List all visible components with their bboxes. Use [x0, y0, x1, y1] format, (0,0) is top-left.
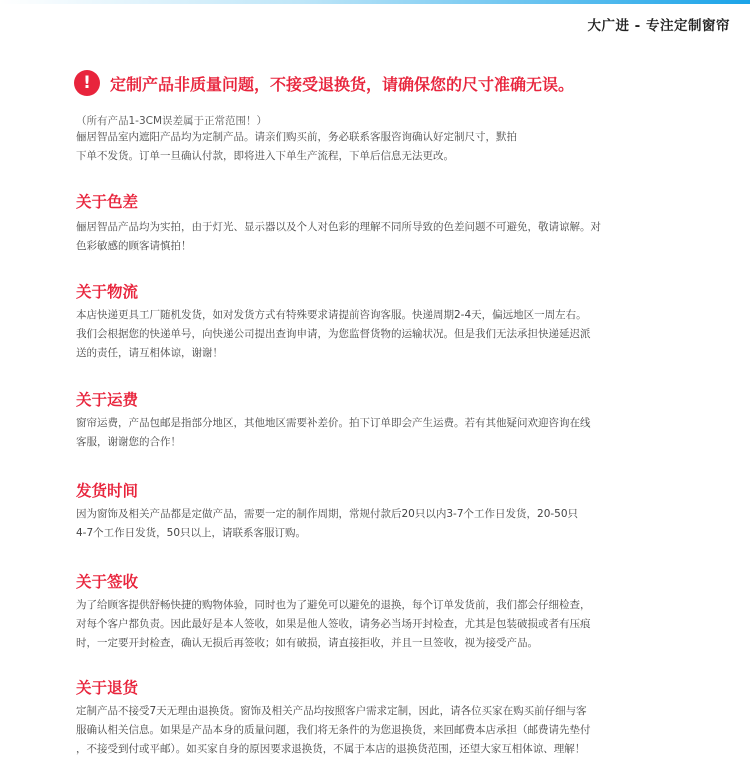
section-body-returns [76, 702, 672, 759]
section-title-shipping-fee: 关于运费 [76, 391, 139, 409]
body-line: 4-7个工作日发货，50只以上，请联系客服订购。 [76, 527, 307, 539]
top-accent-bar [0, 0, 750, 4]
body-line: 对每个客户都负责。因此最好是本人签收，如果是他人签收，请务必当场开封检查，尤其是包装破损或者有压痕 [76, 618, 591, 630]
section-body-delivery-time [76, 505, 672, 543]
body-line: 我们会根据您的快递单号，向快递公司提出查询申请，为您监督货物的运输状况。但是我们无法承担快递延迟派 [76, 328, 591, 340]
section-body-color-difference [76, 218, 672, 256]
body-line: 服确认相关信息。如果是产品本身的质量问题，我们将无条件的为您退换货，来回邮费本店承担（邮费请先垫付 [76, 724, 591, 736]
warning-text: 定制产品非质量问题，不接受退换货，请确保您的尺寸准确无误。 [110, 74, 575, 94]
section-body-logistics [76, 306, 672, 363]
exclamation-circle-icon: ! [74, 70, 100, 96]
warning-banner [74, 70, 574, 96]
body-line: 窗帘运费，产品包邮是指部分地区，其他地区需要补差价。拍下订单即会产生运费。若有其他疑问欢迎咨询在线 [76, 417, 591, 429]
body-line: ，不接受到付或平邮）。如买家自身的原因要求退换货，不属于本店的退换货范围，还望大家互相体谅、理解！ [76, 743, 586, 755]
section-title-signing: 关于签收 [76, 573, 139, 591]
intro-paragraph [76, 128, 672, 166]
body-line: 俪居智品产品均为实拍，由于灯光、显示器以及个人对色彩的理解不同所导致的色差问题不可避免，敬请谅解。对 [76, 221, 601, 233]
section-title-returns: 关于退货 [76, 679, 139, 697]
brand-slogan: 大广进 - 专注定制窗帘 [587, 18, 730, 34]
body-line: 定制产品不接受7天无理由退换货。窗饰及相关产品均按照客户需求定制，因此，请各位买家在购买前仔细与客 [76, 705, 587, 717]
intro-line: 俪居智品室内遮阳产品均为定制产品。请亲们购买前，务必联系客服咨询确认好定制尺寸，默拍 [76, 131, 517, 143]
body-line: 色彩敏感的顾客请慎拍！ [76, 240, 192, 252]
body-line: 为了给顾客提供舒畅快捷的购物体验，同时也为了避免可以避免的退换，每个订单发货前，我们都会仔细检查， [76, 599, 591, 611]
body-line: 因为窗饰及相关产品都是定做产品，需要一定的制作周期，常规付款后20只以内3-7个工作日发货，20-50只 [76, 508, 579, 520]
section-title-color-difference: 关于色差 [76, 193, 139, 211]
body-line: 时，一定要开封检查，确认无损后再签收；如有破损，请直接拒收，并且一旦签收，视为接受产品。 [76, 637, 538, 649]
intro-line: 下单不发货。订单一旦确认付款，即将进入下单生产流程，下单后信息无法更改。 [76, 150, 454, 162]
section-title-delivery-time: 发货时间 [76, 482, 139, 500]
body-line: 客服，谢谢您的合作！ [76, 436, 181, 448]
body-line: 本店快递更具工厂随机发货，如对发货方式有特殊要求请提前咨询客服。快递周期2-4天，偏远地区一周左右。 [76, 309, 587, 321]
body-line: 送的责任，请互相体谅，谢谢！ [76, 347, 223, 359]
section-title-logistics: 关于物流 [76, 283, 139, 301]
section-body-shipping-fee [76, 414, 672, 452]
tolerance-note: （所有产品1-3CM误差属于正常范围！） [76, 115, 268, 127]
section-body-signing [76, 596, 672, 653]
